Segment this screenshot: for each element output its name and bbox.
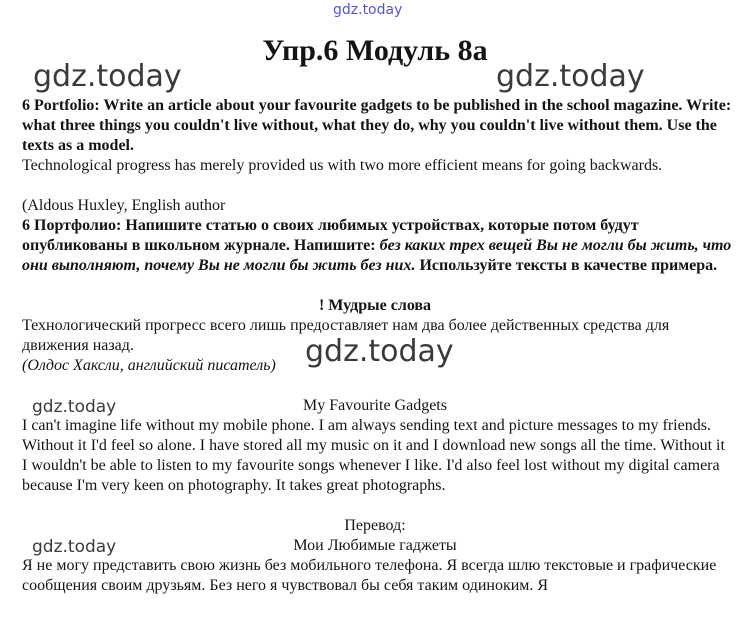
watermark-right-title: gdz.today <box>496 59 645 94</box>
article-russian: Я не могу представить свою жизнь без мобильного телефона. Я всегда шлю текстовые и графические сообщения своим друзьям. Без него я чувствовал бы себя таким одиноким. Я <box>22 557 717 594</box>
watermark-left-title: gdz.today <box>33 59 182 94</box>
task-english: 6 Portfolio: Write an article about your favourite gadgets to be published in the school magazine. Write: what three things you couldn't live without, what they do, why you couldn't live without them. Use the texts as a model. <box>22 97 732 154</box>
watermark-before-translation: gdz.today <box>32 537 117 557</box>
watermark-top: gdz.today <box>333 2 403 18</box>
task-russian-part1: 6 Портфолио: Напишите статью о своих любимых устройствах, которые потом будут опубликованы в школьном журнале. Напишите: <box>22 217 639 254</box>
watermark-before-gadgets: gdz.today <box>32 397 117 417</box>
task-russian-part3: Используйте тексты в качестве примера. <box>415 257 718 274</box>
task-russian-part2: без каких трех вещей Вы не могли бы жить, что они выполняют, почему Вы не могли бы жить без них. <box>22 237 732 274</box>
article-title-english: My Favourite Gadgets <box>303 397 447 414</box>
quote-english: Technological progress has merely provided us with two more efficient means for going backwards. <box>22 157 663 174</box>
watermark-middle: gdz.today <box>305 334 454 369</box>
task-russian <box>22 216 732 276</box>
quote-author-russian: (Олдос Хаксли, английский писатель) <box>22 357 276 374</box>
translation-label: Перевод: <box>344 517 406 534</box>
quote-russian: Технологический прогресс всего лишь предоставляет нам два более действенных средства для движения назад. <box>22 317 670 354</box>
page-title: Упр.6 Модуль 8а <box>262 34 488 67</box>
quote-author-english: (Aldous Huxley, English author <box>22 197 226 214</box>
article-english: I can't imagine life without my mobile phone. I am always sending text and picture messages to my friends. Without it I'd feel so alone. I have stored all my music on it and I download new songs all the time. Without it I wouldn't be able to listen to my favourite songs whenever I like. I'd also feel lost without my digital camera because I'm very keen on photography. It takes great photographs. <box>22 417 725 494</box>
wise-words-heading: ! Мудрые слова <box>318 297 432 314</box>
article-title-russian: Мои Любимые гаджеты <box>293 537 457 554</box>
